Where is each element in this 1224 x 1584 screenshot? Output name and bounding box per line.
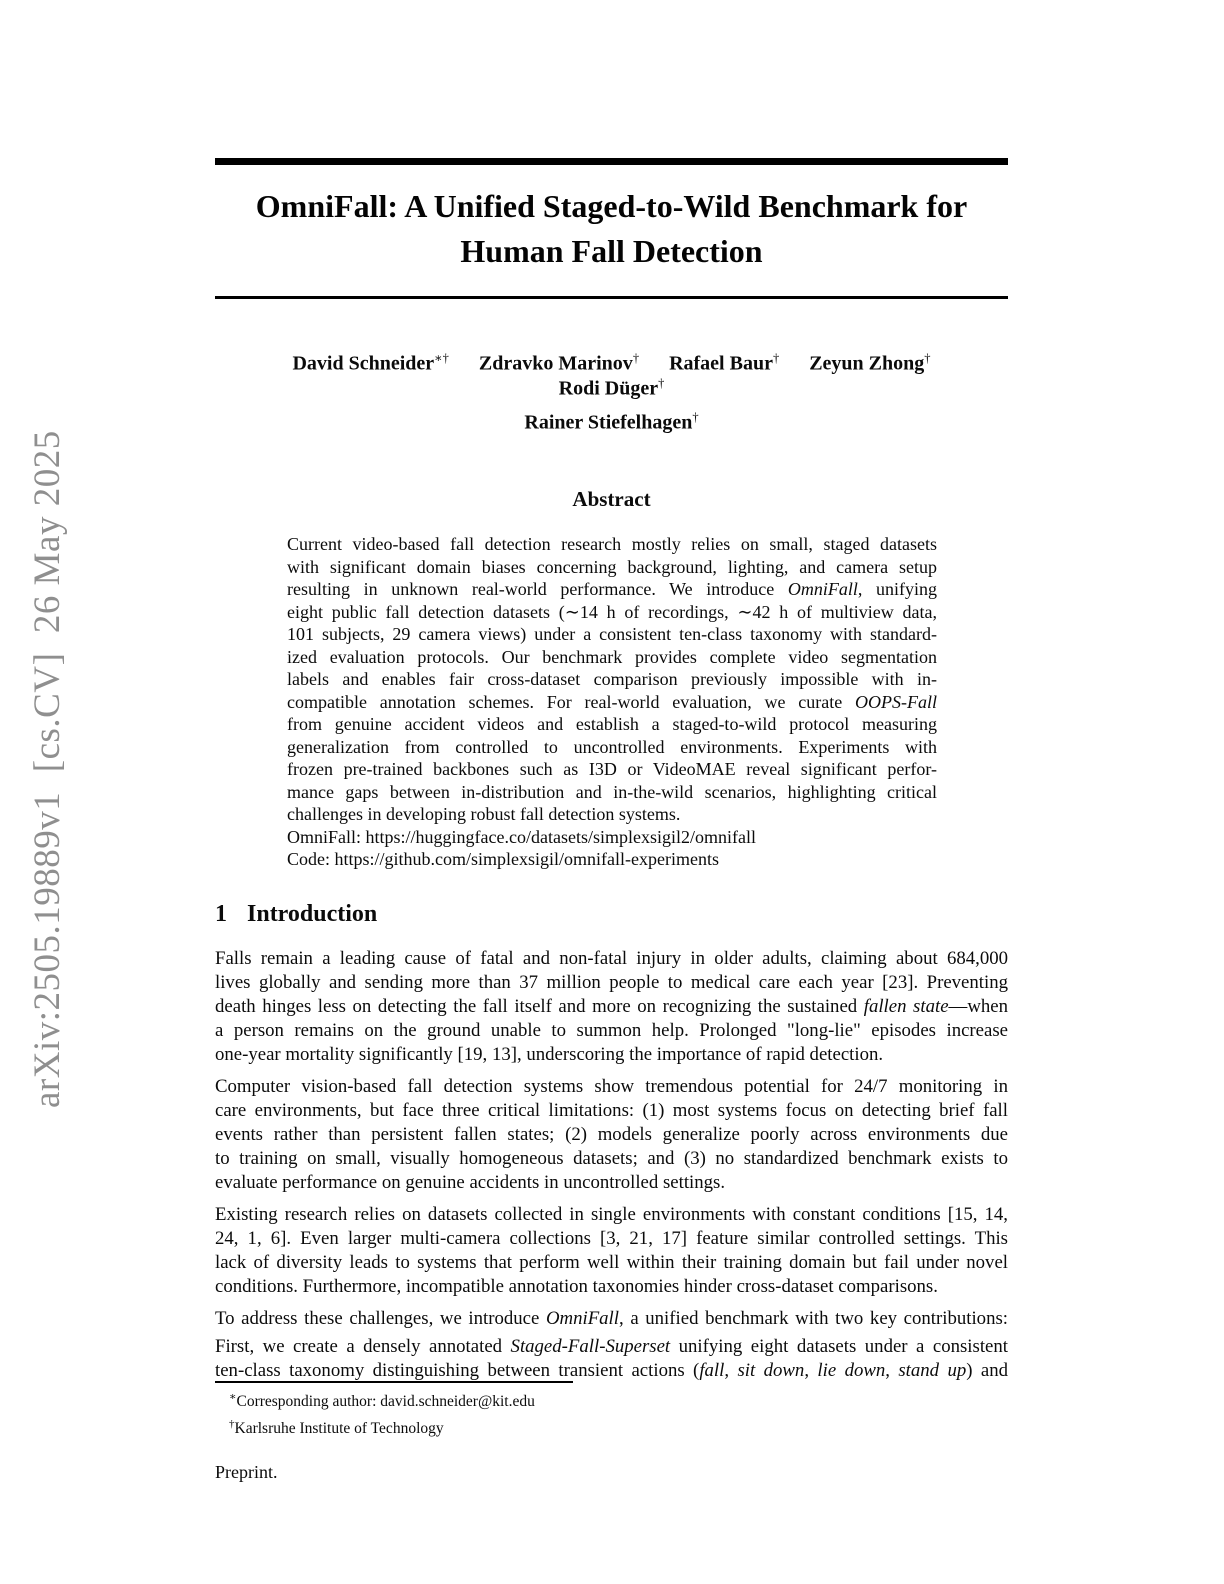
text-line: compatible annotation schemes. For real-world evaluation, we curate OOPS-Fall (287, 691, 937, 712)
text-line: challenges in developing robust fall detection systems. (287, 804, 681, 824)
author-row-2 (215, 410, 1008, 435)
abstract-text (287, 533, 937, 826)
text-line: mance gaps between in-distribution and in-the-wild scenarios, highlighting critical (287, 781, 937, 802)
code-link-url[interactable]: https://github.com/simplexsigil/omnifall-experiments (334, 849, 719, 869)
footnote-marker-dagger: † (229, 1418, 235, 1431)
text-line: one-year mortality significantly [19, 13], underscoring the importance of rapid detection. (215, 1044, 884, 1065)
footnote-affiliation (215, 1413, 1008, 1440)
author-row-1 (215, 350, 1008, 400)
author-name: Rafael Baur† (669, 351, 780, 375)
text-line: First, we create a densely annotated Staged-Fall-Superset unifying eight datasets under a consistent (215, 1336, 1008, 1357)
footnotes (215, 1386, 1008, 1440)
author-name: Rainer Stiefelhagen† (524, 410, 699, 434)
author-name: David Schneider∗† (292, 351, 449, 375)
code-link-label: Code: (287, 849, 335, 869)
paper-title (215, 184, 1008, 274)
text-line: labels and enables fair cross-dataset comparison previously impossible with in- (287, 669, 937, 689)
title-line-1: OmniFall: A Unified Staged-to-Wild Benchmark for (255, 188, 968, 224)
abstract-heading: Abstract (572, 487, 651, 511)
text-line: ized evaluation protocols. Our benchmark provides complete video segmentation (287, 646, 937, 667)
text-line: Falls remain a leading cause of fatal and non-fatal injury in older adults, claiming about 684,000 (215, 948, 1008, 969)
abstract-body (287, 533, 937, 871)
footnote-text: Corresponding author: david.schneider@kit.edu (236, 1393, 535, 1411)
code-link-line (287, 848, 937, 871)
intro-paragraph-5 (215, 1335, 1008, 1383)
footnote-marker-asterisk: ∗ (229, 1391, 237, 1403)
text-line: 24, 1, 6]. Even larger multi-camera collections [3, 21, 17] feature similar controlled settings. This (215, 1228, 1008, 1249)
text-line: resulting in unknown real-world performance. We introduce OmniFall, unifying (287, 579, 937, 599)
text-line: generalization from controlled to uncontrolled environments. Experiments with (287, 736, 937, 757)
arxiv-watermark: arXiv:2505.19889v1 [cs.CV] 26 May 2025 (27, 430, 68, 1108)
text-line: Existing research relies on datasets collected in single environments with constant conditions [15, 14, (215, 1204, 1008, 1225)
text-line: death hinges less on detecting the fall itself and more on recognizing the sustained fallen state—when (215, 996, 1008, 1017)
text-line: events rather than persistent fallen states; (2) models generalize poorly across environments due (215, 1124, 1008, 1145)
title-line-2: Human Fall Detection (460, 233, 763, 269)
text-line: from genuine accident videos and establish a staged-to-wild protocol measuring (287, 714, 937, 734)
author-name: Zeyun Zhong† (809, 351, 931, 375)
text-line: eight public fall detection datasets (∼14 h of recordings, ∼42 h of multiview data, (287, 601, 937, 622)
section-number: 1 (215, 901, 227, 927)
title-rule-bottom (215, 296, 1008, 299)
text-line: to training on small, visually homogeneous datasets; and (3) no standardized benchmark exists to (215, 1148, 1008, 1169)
dataset-link-label: OmniFall: (287, 826, 366, 847)
footnote-corresponding-author (215, 1386, 1008, 1413)
text-line: ten-class taxonomy distinguishing between transient actions (fall, sit down, lie down, stand up) and (215, 1360, 1009, 1381)
intro-paragraph-4 (215, 1307, 1008, 1331)
section-title: Introduction (247, 901, 378, 927)
text-line: Current video-based fall detection research mostly relies on small, staged datasets (287, 534, 937, 554)
author-name: Zdravko Marinov† (478, 351, 640, 375)
section-heading-introduction (215, 901, 1008, 928)
preprint-label: Preprint. (215, 1462, 278, 1482)
footnote-text: Karlsruhe Institute of Technology (234, 1420, 444, 1438)
text-line: 101 subjects, 29 camera views) under a consistent ten-class taxonomy with standard- (287, 624, 937, 644)
text-line: a person remains on the ground unable to summon help. Prolonged "long-lie" episodes increase (215, 1020, 1008, 1041)
text-line: evaluate performance on genuine accidents in uncontrolled settings. (215, 1172, 726, 1193)
text-line: care environments, but face three critical limitations: (1) most systems focus on detecting brief fall (215, 1100, 1008, 1121)
text-line: frozen pre-trained backbones such as I3D or VideoMAE reveal significant perfor- (287, 759, 937, 779)
text-line: Computer vision-based fall detection systems show tremendous potential for 24/7 monitoring in (215, 1076, 1008, 1097)
author-name: Rodi Düger† (558, 375, 665, 400)
title-rule-top (215, 158, 1008, 165)
text-line: lives globally and sending more than 37 million people to medical care each year [23]. Preventing (215, 972, 1008, 993)
text-line: To address these challenges, we introduce OmniFall, a unified benchmark with two key contributions: (215, 1308, 1008, 1329)
footnote-rule (215, 1381, 573, 1383)
intro-paragraph-1 (215, 947, 1008, 1067)
text-line: lack of diversity leads to systems that perform well within their training domain but fail under novel (215, 1252, 1008, 1273)
text-line: with significant domain biases concerning background, lighting, and camera setup (287, 556, 937, 577)
dataset-link-line (287, 826, 937, 849)
intro-paragraph-3 (215, 1203, 1008, 1299)
dataset-link-url[interactable]: https://huggingface.co/datasets/simplexsigil2/omnifall (365, 826, 756, 847)
text-line: conditions. Furthermore, incompatible annotation taxonomies hinder cross-dataset comparisons. (215, 1276, 938, 1297)
intro-paragraph-2 (215, 1075, 1008, 1195)
